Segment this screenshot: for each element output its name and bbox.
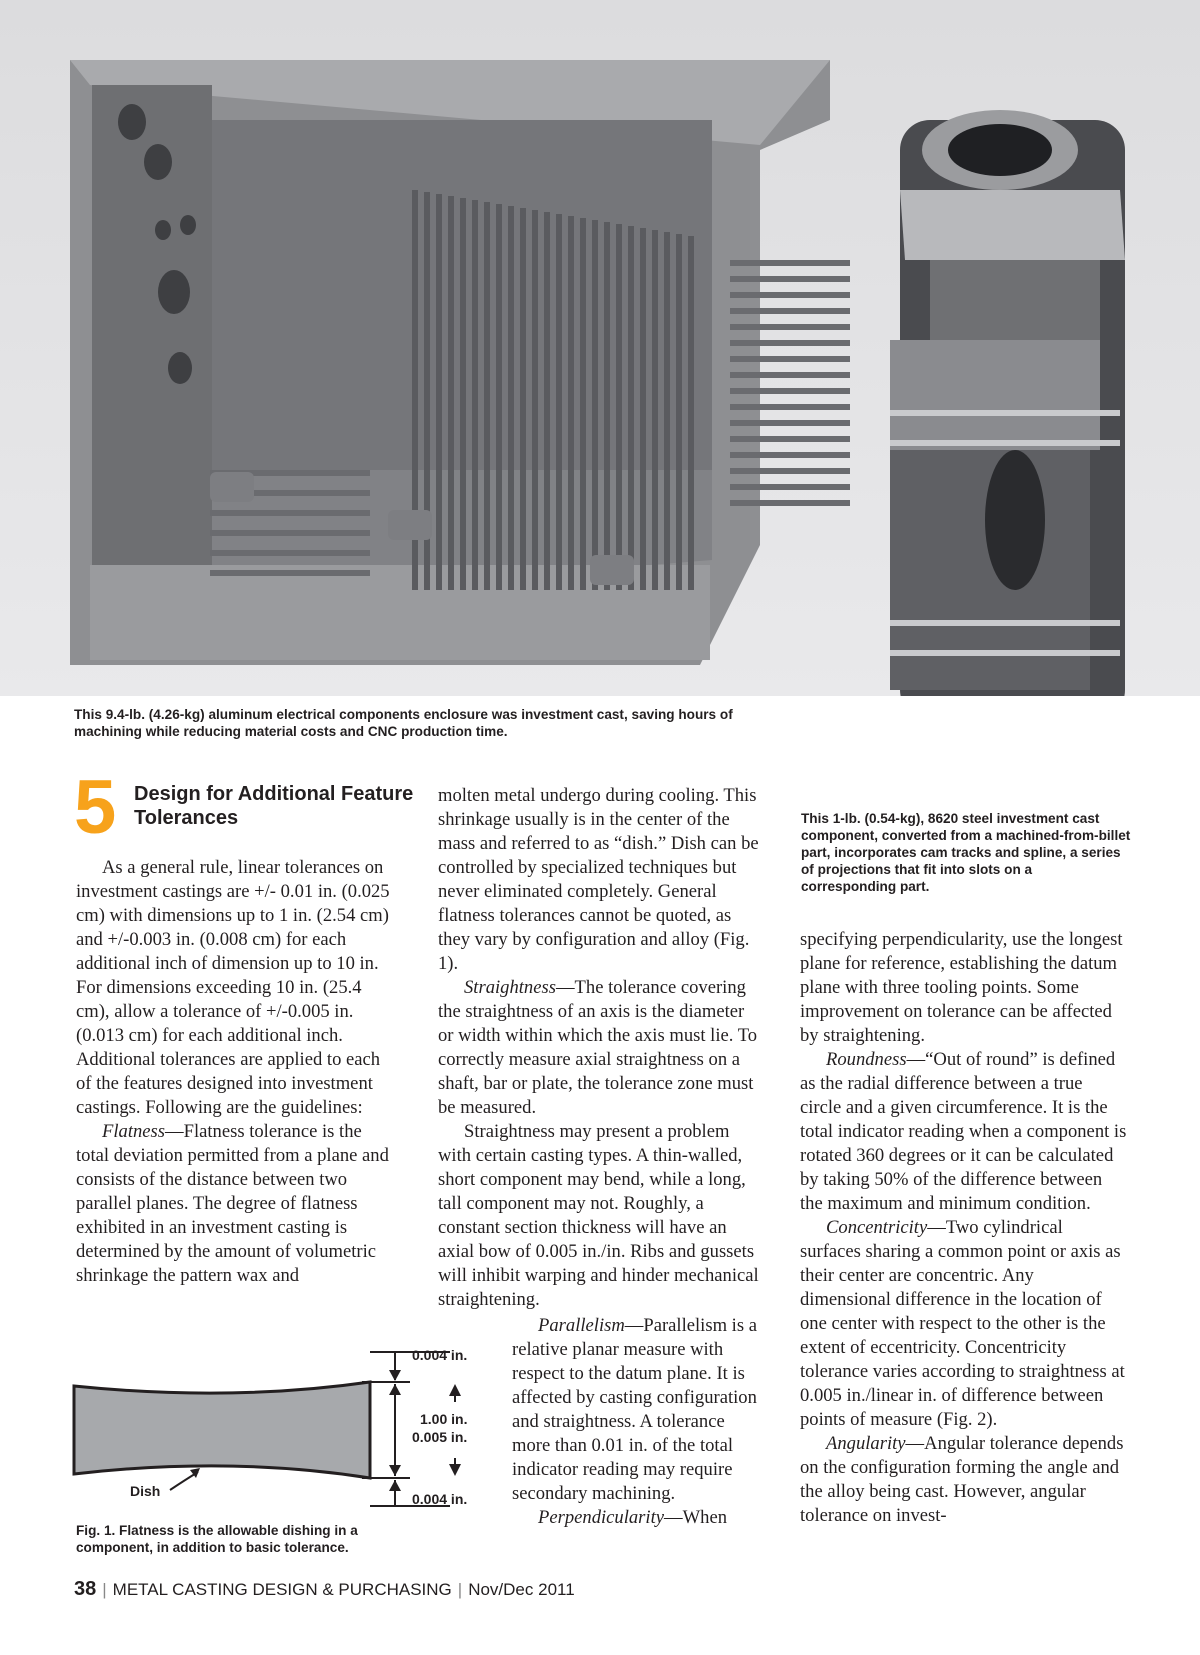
angularity-text: —Angular tolerance depends on the configuration forming the angle and the alloy being cast. However, angular tolerance on invest- xyxy=(800,1433,1124,1526)
arrow-up-icon xyxy=(389,1384,401,1395)
aluminum-enclosure-image xyxy=(70,60,850,665)
section-number: 5 xyxy=(74,765,117,850)
arrow-up-icon xyxy=(389,1480,401,1491)
term-concentricity: Concentricity xyxy=(826,1217,928,1238)
term-parallelism: Parallelism xyxy=(538,1315,625,1336)
paragraph-flatness xyxy=(76,1120,392,1288)
section-title: Design for Additional Feature Tolerances xyxy=(134,783,414,829)
photo-caption: This 9.4-lb. (4.26-kg) aluminum electrical components enclosure was investment cast, saving hours of machining while reducing material costs and CNC production time. xyxy=(74,707,733,739)
dished-part-shape xyxy=(74,1382,370,1478)
paragraph-concentricity xyxy=(800,1216,1128,1432)
term-perpendicularity: Perpendicularity xyxy=(538,1507,664,1528)
column-2 xyxy=(438,784,764,1312)
paragraph-angularity xyxy=(800,1432,1128,1528)
column-3 xyxy=(800,928,1128,1528)
paragraph-roundness xyxy=(800,1048,1128,1216)
steel-component-caption: This 1-lb. (0.54-kg), 8620 steel investment cast component, converted from a machined-from-billet part, incorporates cam tracks and spline, a series of projections that fit into slots on a corresponding part. xyxy=(801,811,1131,894)
paragraph: As a general rule, linear tolerances on investment castings are +/- 0.01 in. (0.025 cm) with dimensions up to 1 in. (2.54 cm) and +/-0.003 in. (0.008 cm) for each additional inch of dimension up to 10 in. For dimensions exceeding 10 in. (25.4 cm), allow a tolerance of +/-0.005 in. (0.013 cm) for each additional inch. Additional tolerances are applied to each of the features designed into investment castings. Following are the guidelines: xyxy=(76,857,390,1118)
page-number: 38 xyxy=(74,1578,97,1600)
label-flatness-tolerance: 0.005 in. xyxy=(412,1429,468,1445)
flatness-diagram xyxy=(70,1340,490,1510)
castings-photo xyxy=(0,0,1200,696)
arrow-down-icon xyxy=(449,1464,461,1476)
arrow-up-icon xyxy=(449,1384,461,1396)
column-1 xyxy=(76,856,392,1288)
roundness-text: —“Out of round” is defined as the radial difference between a true circle and a given circumference. It is the total indicator reading when a component is rotated 360 degrees or it can be calculated by taking 50% of the difference between the maximum and minimum condition. xyxy=(800,1049,1127,1214)
parallelism-text: —Parallelism is a relative planar measure with respect to the datum plane. It is affected by casting configuration and straightness. A tolerance more than 0.01 in. of the total indicator reading may require secondary machining. xyxy=(512,1315,757,1504)
label-thickness: 1.00 in. xyxy=(420,1411,468,1427)
flatness-text: —Flatness tolerance is the total deviation permitted from a plane and consists of the distance between two parallel planes. The degree of flatness exhibited in an investment casting is determined by the amount of volumetric shrinkage the pattern wax and xyxy=(76,1121,389,1286)
paragraph-parallelism xyxy=(512,1314,764,1506)
figure-caption: Fig. 1. Flatness is the allowable dishing in a component, in addition to basic tolerance. xyxy=(76,1523,358,1555)
term-straightness: Straightness xyxy=(464,977,556,998)
paragraph: specifying perpendicularity, use the longest plane for reference, establishing the datum plane with three tooling points. Some improvement on tolerance can be affected by straightening. xyxy=(800,929,1123,1046)
steel-component-image xyxy=(890,110,1125,696)
footer-separator: | xyxy=(102,1580,107,1599)
term-flatness: Flatness xyxy=(102,1121,166,1142)
footer-separator: | xyxy=(457,1580,463,1599)
paragraph-straightness xyxy=(438,976,764,1120)
label-bottom-tolerance: 0.004 in. xyxy=(412,1491,468,1507)
page-footer xyxy=(74,1578,575,1601)
term-roundness: Roundness xyxy=(826,1049,907,1070)
perpendicularity-text: —When xyxy=(664,1507,727,1528)
paragraph: Straightness may present a problem with certain casting types. A thin-walled, short component may bend, while a long, tall component may not. Roughly, a constant section thickness will have an axial bow of 0.005 in./in. Ribs and gussets will inhibit warping and hinder mechanical straightening. xyxy=(438,1121,759,1310)
issue-date: Nov/Dec 2011 xyxy=(468,1580,575,1599)
term-angularity: Angularity xyxy=(826,1433,906,1454)
paragraph-perpendicularity xyxy=(512,1506,764,1530)
arrow-down-icon xyxy=(389,1465,401,1476)
publication-name: METAL CASTING DESIGN & PURCHASING xyxy=(112,1580,452,1599)
label-top-tolerance: 0.004 in. xyxy=(412,1347,468,1363)
concentricity-text: —Two cylindrical surfaces sharing a common point or axis as their center are concentric. Any dimensional difference in the location of one center with respect to the other is the extent of eccentricity. Concentricity tolerance varies according to straightness at 0.005 in./linear in. of difference between points of measure (Fig. 2). xyxy=(800,1217,1125,1430)
straightness-text: —The tolerance covering the straightness of an axis is the diameter or width within which the axis must lie. To correctly measure axial straightness on a shaft, bar or plate, the tolerance zone must be measured. xyxy=(438,977,758,1118)
column-2-lower xyxy=(512,1314,764,1530)
arrow-down-icon xyxy=(389,1370,401,1381)
paragraph: molten metal undergo during cooling. This shrinkage usually is in the center of the mass and referred to as “dish.” Dish can be controlled by specialized techniques but never eliminated completely. General flatness tolerances cannot be quoted, as they vary by configuration and alloy (Fig. 1). xyxy=(438,785,759,974)
photo-area xyxy=(0,0,1200,696)
label-dish: Dish xyxy=(130,1483,161,1499)
